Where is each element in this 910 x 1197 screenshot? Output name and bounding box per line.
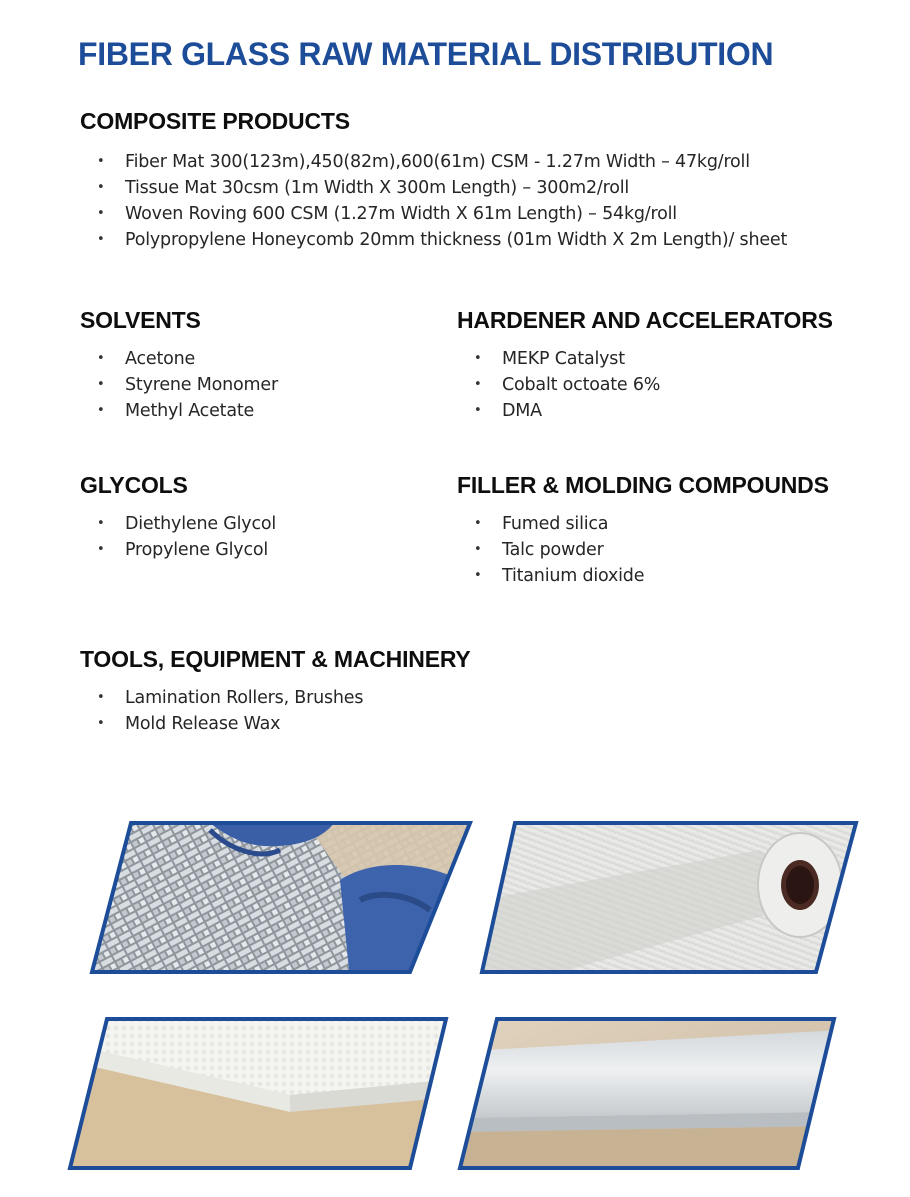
list-item: • Mold Release Wax: [80, 711, 471, 737]
section-heading: FILLER & MOLDING COMPOUNDS: [457, 472, 829, 498]
item-list: [457, 346, 833, 424]
section-heading: COMPOSITE PRODUCTS: [80, 108, 350, 134]
list-item: • MEKP Catalyst: [457, 346, 833, 372]
list-item: • DMA: [457, 398, 833, 424]
tissue-mat-photo: [450, 1010, 850, 1175]
item-list: [80, 685, 471, 737]
list-item: • Lamination Rollers, Brushes: [80, 685, 471, 711]
section-filler-molding: [457, 472, 829, 589]
list-item: • Diethylene Glycol: [80, 511, 276, 537]
list-item: • Acetone: [80, 346, 278, 372]
section-composite-products: [80, 108, 787, 253]
list-item: • Woven Roving 600 CSM (1.27m Width X 61m Length) – 54kg/roll: [80, 201, 787, 227]
list-item: • Fiber Mat 300(123m),450(82m),600(61m) CSM - 1.27m Width – 47kg/roll: [80, 149, 787, 175]
section-heading: SOLVENTS: [80, 307, 201, 333]
page-title: FIBER GLASS RAW MATERIAL DISTRIBUTION: [78, 36, 774, 72]
list-item: • Talc powder: [457, 537, 829, 563]
item-list: [80, 511, 276, 563]
list-item: • Methyl Acetate: [80, 398, 278, 424]
list-item: • Tissue Mat 30csm (1m Width X 300m Length) – 300m2/roll: [80, 175, 787, 201]
section-heading: GLYCOLS: [80, 472, 188, 498]
list-item: • Styrene Monomer: [80, 372, 278, 398]
list-item: • Fumed silica: [457, 511, 829, 537]
section-solvents: [80, 307, 278, 424]
chopped-strand-mat-photo: [470, 815, 870, 980]
list-item: • Cobalt octoate 6%: [457, 372, 833, 398]
woven-roving-photo: [80, 815, 480, 980]
item-list: [80, 149, 787, 253]
section-heading: TOOLS, EQUIPMENT & MACHINERY: [80, 646, 471, 672]
section-glycols: [80, 472, 276, 563]
list-item: • Titanium dioxide: [457, 563, 829, 589]
honeycomb-sheet-photo: [60, 1010, 460, 1175]
list-item: • Polypropylene Honeycomb 20mm thickness (01m Width X 2m Length)/ sheet: [80, 227, 787, 253]
section-tools-equipment: [80, 646, 471, 737]
item-list: [457, 511, 829, 589]
section-hardener-accelerators: [457, 307, 833, 424]
list-item: • Propylene Glycol: [80, 537, 276, 563]
item-list: [80, 346, 278, 424]
section-heading: HARDENER AND ACCELERATORS: [457, 307, 833, 333]
